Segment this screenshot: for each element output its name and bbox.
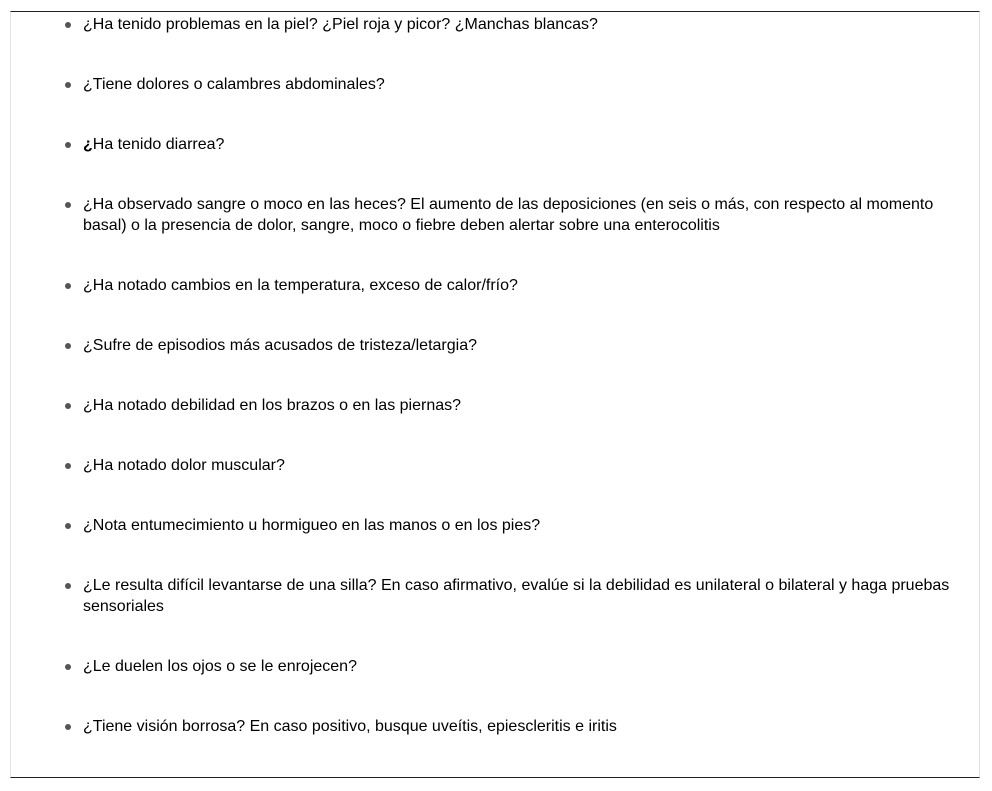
list-item bbox=[83, 14, 963, 35]
list-item bbox=[83, 275, 963, 296]
question-text: ¿Le resulta difícil levantarse de una silla? En caso afirmativo, evalúe si la debilidad es unilateral o bilateral y haga pruebas sensoriales bbox=[83, 577, 950, 615]
list-item bbox=[83, 656, 963, 677]
list-item bbox=[83, 716, 963, 737]
question-text: ¿Ha notado cambios en la temperatura, exceso de calor/frío? bbox=[83, 277, 518, 294]
bullet-icon bbox=[65, 82, 71, 88]
question-text: ¿Le duelen los ojos o se le enrojecen? bbox=[83, 658, 357, 675]
bullet-icon bbox=[65, 283, 71, 289]
bullet-icon bbox=[65, 523, 71, 529]
list-item bbox=[83, 134, 963, 155]
question-text: Ha tenido diarrea? bbox=[92, 136, 225, 153]
question-text: ¿Ha observado sangre o moco en las heces? El aumento de las deposiciones (en seis o más, con respecto al momento basal) o la presencia de dolor, sangre, moco o fiebre deben alertar sobre una enterocolitis bbox=[83, 196, 934, 234]
list-item bbox=[83, 74, 963, 95]
bullet-icon bbox=[65, 583, 71, 589]
bullet-icon bbox=[65, 142, 71, 148]
bullet-icon bbox=[65, 22, 71, 28]
bullet-icon bbox=[65, 724, 71, 730]
question-text: ¿Ha tenido problemas en la piel? ¿Piel roja y picor? ¿Manchas blancas? bbox=[83, 16, 598, 33]
question-text: ¿Ha notado dolor muscular? bbox=[83, 457, 285, 474]
question-text: ¿Tiene dolores o calambres abdominales? bbox=[83, 76, 385, 93]
list-item bbox=[83, 395, 963, 416]
question-text: ¿Ha notado debilidad en los brazos o en las piernas? bbox=[83, 397, 462, 414]
bullet-icon bbox=[65, 463, 71, 469]
list-item bbox=[83, 455, 963, 476]
question-lead: ¿ bbox=[83, 136, 93, 153]
list-item bbox=[83, 194, 963, 236]
question-text: ¿Nota entumecimiento u hormigueo en las manos o en los pies? bbox=[83, 517, 541, 534]
bullet-icon bbox=[65, 403, 71, 409]
question-table bbox=[10, 11, 980, 778]
bullet-icon bbox=[65, 664, 71, 670]
bullet-icon bbox=[65, 202, 71, 208]
bullet-icon bbox=[65, 343, 71, 349]
list-item bbox=[83, 335, 963, 356]
list-item bbox=[83, 515, 963, 536]
list-item bbox=[83, 575, 963, 617]
question-text: ¿Tiene visión borrosa? En caso positivo, busque uveítis, epiescleritis e iritis bbox=[83, 718, 617, 735]
question-text: ¿Sufre de episodios más acusados de tristeza/letargia? bbox=[83, 337, 477, 354]
